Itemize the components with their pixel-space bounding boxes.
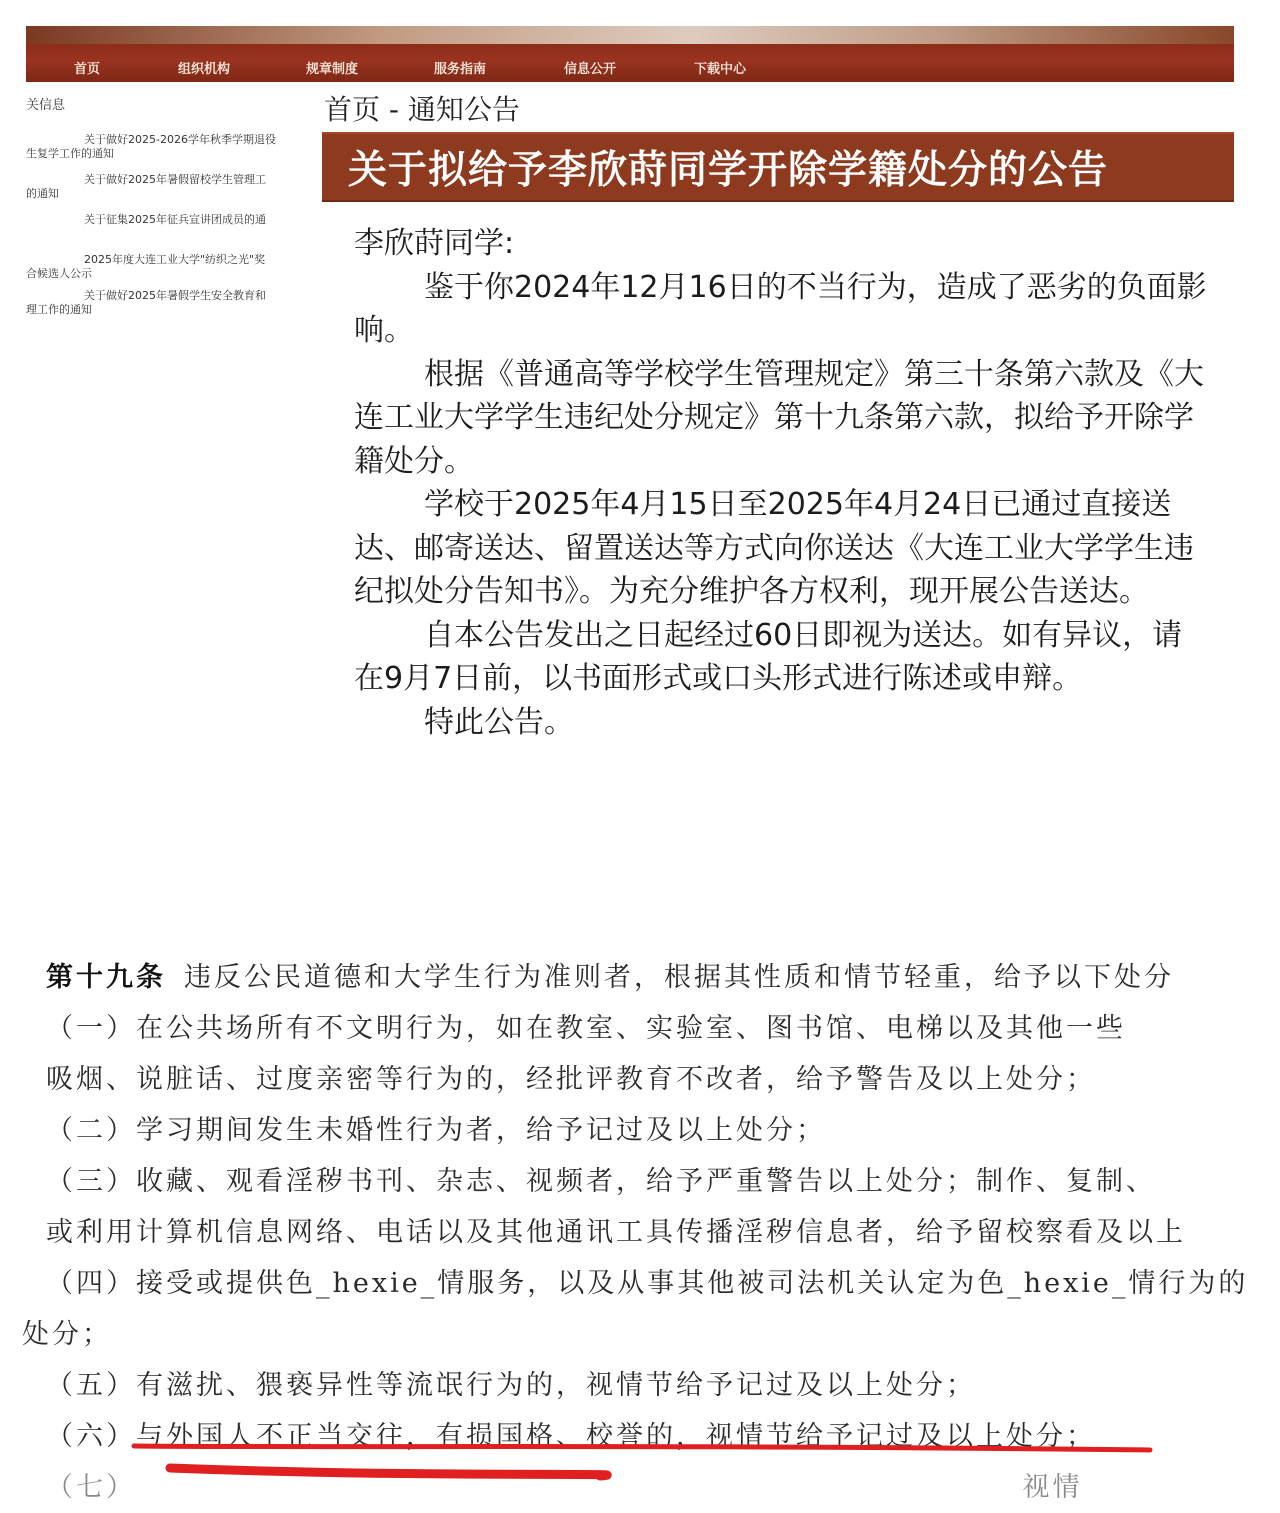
sidebar-list bbox=[26, 133, 298, 317]
notice-body bbox=[354, 222, 1212, 744]
nav-item-home[interactable]: 首页 bbox=[74, 61, 101, 77]
regulation-line: 或利用计算机信息网络、电话以及其他通讯工具传播淫秽信息者，给予留校察看及以上 bbox=[46, 1217, 1186, 1248]
nav-item-service-guide[interactable]: 服务指南 bbox=[434, 61, 487, 77]
notice-salutation: 李欣莳同学: bbox=[354, 226, 515, 261]
regulation-line: （三）收藏、观看淫秽书刊、杂志、视频者，给予严重警告以上处分；制作、复制、 bbox=[46, 1166, 1156, 1197]
regulation-line: （一）在公共场所有不文明行为，如在教室、实验室、图书馆、电梯以及其他一些 bbox=[46, 1013, 1126, 1044]
regulation-line: （七） 视情 bbox=[46, 1472, 1083, 1503]
notice-title: 关于拟给予李欣莳同学开除学籍处分的公告 bbox=[348, 148, 1109, 193]
breadcrumb: 首页 - 通知公告 bbox=[324, 93, 520, 126]
main-nav bbox=[26, 52, 1234, 82]
sidebar-item-line2: 合候选人公示 bbox=[26, 267, 92, 280]
notice-paragraph: 鉴于你2024年12月16日的不当行为，造成了恶劣的负面影响。 bbox=[354, 269, 1207, 348]
regulation-line: 处分； bbox=[22, 1319, 112, 1350]
regulation-line: （四）接受或提供色_hexie_情服务，以及从事其他被司法机关认定为色_hexie_情行为的 bbox=[46, 1268, 1249, 1299]
regulation-excerpt bbox=[22, 952, 1280, 1513]
notice-title-bar bbox=[322, 132, 1234, 202]
regulation-line bbox=[46, 952, 1280, 1003]
nav-item-downloads[interactable]: 下载中心 bbox=[694, 61, 747, 77]
regulation-line: （五）有滋扰、猥亵异性等流氓行为的，视情节给予记过及以上处分； bbox=[46, 1370, 976, 1401]
notice-closing: 特此公告。 bbox=[424, 704, 574, 740]
regulation-article-heading: 第十九条 bbox=[46, 962, 166, 993]
notice-paragraph: 学校于2025年4月15日至2025年4月24日已通过直接送达、邮寄送达、留置送达等方式向你送达《大连工业大学学生违纪拟处分告知书》。为充分维护各方权利，现开展公告送达。 bbox=[354, 487, 1194, 609]
sidebar-item-line2: 的通知 bbox=[26, 187, 59, 200]
sidebar-item[interactable] bbox=[26, 133, 298, 161]
sidebar-item-line1: 关于做好2025-2026学年秋季学期退役 bbox=[84, 133, 276, 146]
notice-paragraph: 自本公告发出之日起经过60日即视为送达。如有异议，请在9月7日前，以书面形式或口头形式进行陈述或申辩。 bbox=[354, 617, 1183, 696]
sidebar-item-line1: 关于做好2025年暑假留校学生管理工 bbox=[84, 173, 266, 186]
regulation-line: （二）学习期间发生未婚性行为者，给予记过及以上处分； bbox=[46, 1115, 826, 1146]
banner-artwork bbox=[26, 26, 1234, 44]
sidebar-title: 关信息 bbox=[26, 98, 66, 113]
nav-item-regulations[interactable]: 规章制度 bbox=[306, 61, 359, 77]
sidebar bbox=[26, 94, 298, 329]
regulation-line-highlighted: （六）与外国人不正当交往，有损国格、校誉的，视情节给予记过及以上处分； bbox=[46, 1421, 1096, 1452]
sidebar-item-line1: 关于征集2025年征兵宣讲团成员的通 bbox=[84, 213, 266, 226]
nav-item-organization[interactable]: 组织机构 bbox=[178, 61, 231, 77]
sidebar-item-line2: 生复学工作的通知 bbox=[26, 147, 114, 160]
regulation-line-text: 违反公民道德和大学生行为准则者，根据其性质和情节轻重，给予以下处分 bbox=[184, 962, 1174, 993]
nav-item-info-disclosure[interactable]: 信息公开 bbox=[564, 61, 617, 77]
sidebar-item[interactable] bbox=[26, 289, 298, 317]
sidebar-item[interactable] bbox=[26, 253, 298, 281]
sidebar-item[interactable] bbox=[26, 173, 298, 201]
site-banner bbox=[26, 26, 1234, 82]
sidebar-item-line1: 关于做好2025年暑假学生安全教育和 bbox=[84, 289, 266, 302]
notice-paragraph: 根据《普通高等学校学生管理规定》第三十条第六款及《大连工业大学学生违纪处分规定》第十九条第六款，拟给予开除学籍处分。 bbox=[354, 356, 1204, 479]
sidebar-item[interactable] bbox=[26, 213, 298, 227]
regulation-line: 吸烟、说脏话、过度亲密等行为的，经批评教育不改者，给予警告及以上处分； bbox=[46, 1064, 1096, 1095]
sidebar-item-line2: 理工作的通知 bbox=[26, 303, 92, 316]
sidebar-item-line1: 2025年度大连工业大学"纺织之光"奖 bbox=[84, 253, 266, 266]
